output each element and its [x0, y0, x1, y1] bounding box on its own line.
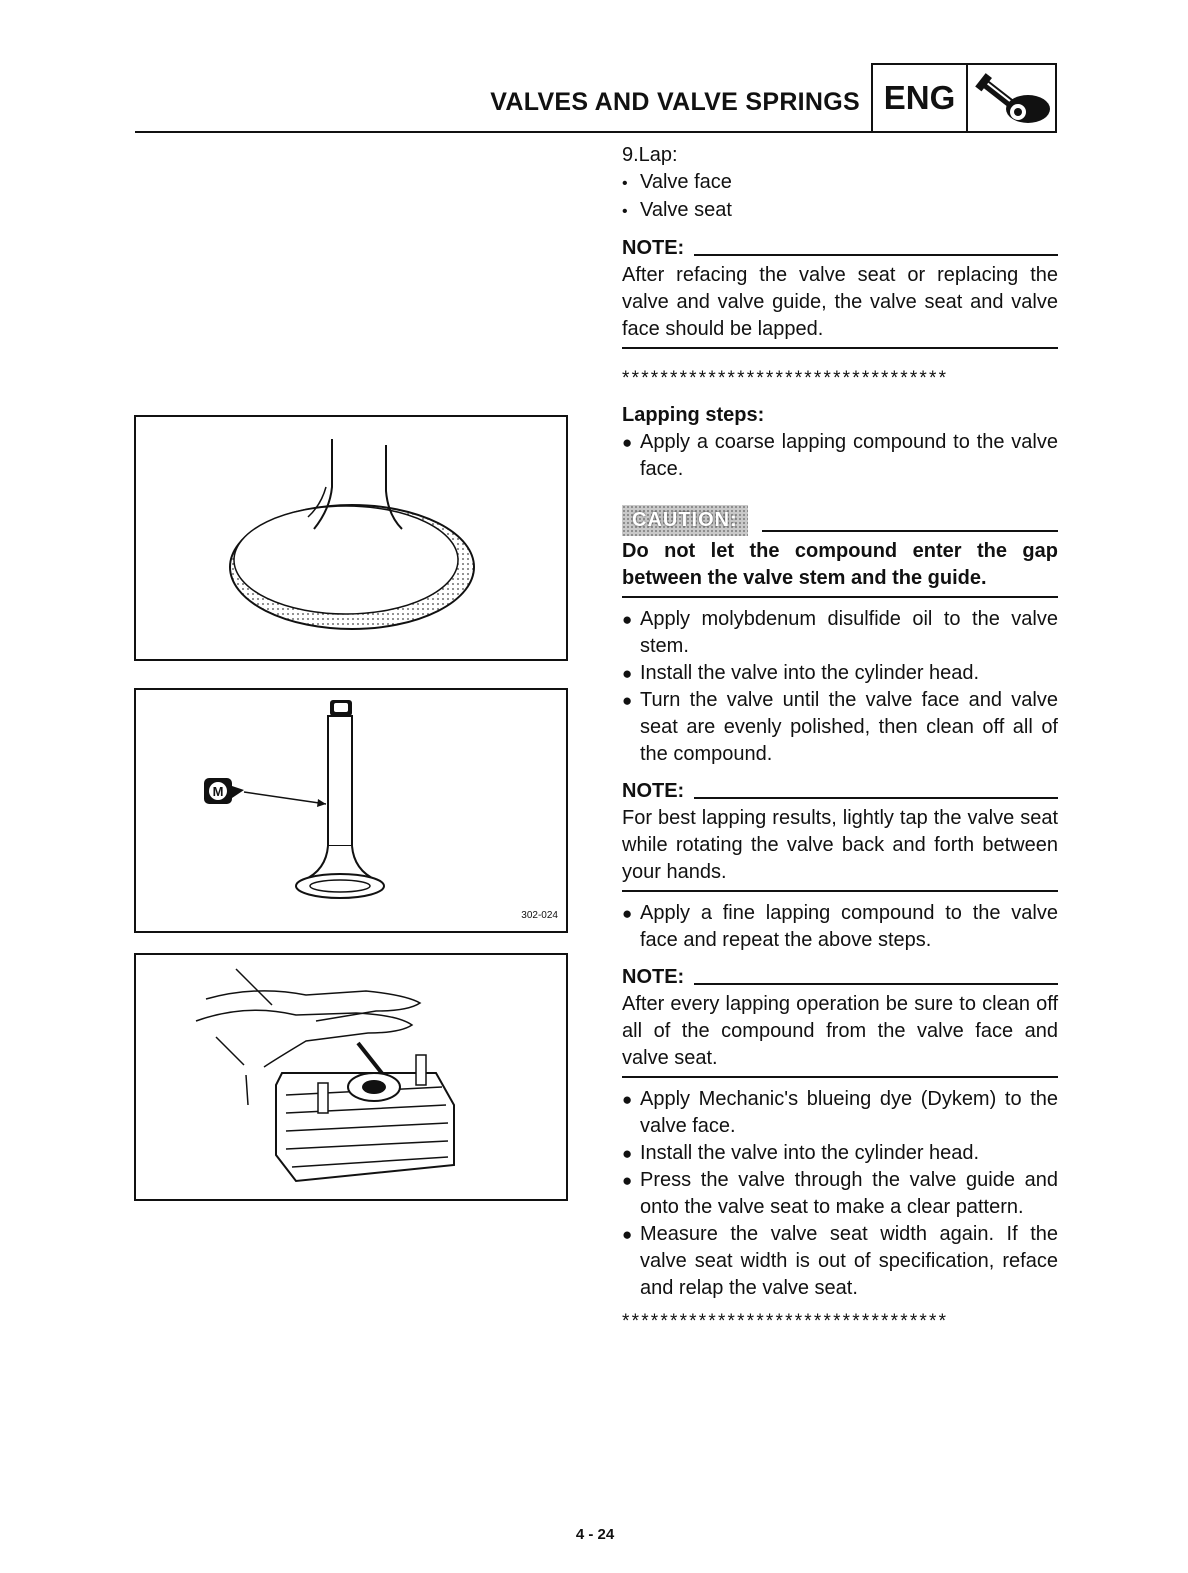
- lapping-heading: Lapping steps:: [622, 404, 765, 426]
- steps-end-stars: **********************************: [622, 1311, 949, 1332]
- note-end-rule: [622, 347, 1058, 349]
- figure-valve-face: [134, 415, 568, 661]
- note-heading: NOTE:: [622, 778, 1058, 805]
- figure-code: 302-024: [521, 910, 558, 921]
- note-text: After refacing the valve seat or replacing the valve and valve guide, the valve seat and valve face should be lapped.: [622, 264, 1058, 340]
- figure-hands-lapping: [134, 953, 568, 1201]
- moly-oil-marker: M: [212, 784, 224, 799]
- header-rule: [135, 131, 871, 133]
- figure-valve-oil: [134, 688, 568, 933]
- lapping-step: ● Install the valve into the cylinder head.: [622, 1140, 1058, 1167]
- section-label: ENG: [873, 65, 968, 131]
- valve-oil-illustration: [136, 690, 566, 931]
- page-number: 4 - 24: [575, 1526, 615, 1543]
- steps-start-stars: **********************************: [622, 368, 949, 389]
- lap-item: • Valve face: [622, 169, 1058, 197]
- section-badge: [871, 63, 1057, 133]
- step-heading: 9.Lap:: [622, 144, 678, 166]
- instructions-column: [622, 142, 1058, 1335]
- caution-label: CAUTION:: [622, 505, 748, 536]
- lapping-step: ● Apply Mechanic's blueing dye (Dykem) to the valve face.: [622, 1086, 1058, 1140]
- caution-text: Do not let the compound enter the gap between the valve stem and the guide.: [622, 540, 1058, 589]
- lapping-step: ● Apply a fine lapping compound to the valve face and repeat the above steps.: [622, 900, 1058, 954]
- hands-lapping-illustration: [136, 955, 566, 1199]
- note-end-rule: [622, 1076, 1058, 1078]
- note-heading: NOTE:: [622, 235, 1058, 262]
- lapping-step: ● Press the valve through the valve guide and onto the valve seat to make a clear pattern.: [622, 1167, 1058, 1221]
- note-text: For best lapping results, lightly tap the valve seat while rotating the valve back and forth between your hands.: [622, 807, 1058, 883]
- note-heading: NOTE:: [622, 964, 1058, 991]
- lapping-step: ● Install the valve into the cylinder head.: [622, 660, 1058, 687]
- note-text: After every lapping operation be sure to clean off all of the compound from the valve face and valve seat.: [622, 993, 1058, 1069]
- lapping-step: ● Measure the valve seat width again. If the valve seat width is out of specification, reface and relap the valve seat.: [622, 1221, 1058, 1302]
- valve-face-illustration: [136, 417, 566, 659]
- page-title: VALVES AND VALVE SPRINGS: [490, 88, 860, 116]
- lapping-step: ● Apply a coarse lapping compound to the valve face.: [622, 429, 1058, 483]
- lap-item: • Valve seat: [622, 197, 1058, 225]
- lapping-step: ● Apply molybdenum disulfide oil to the valve stem.: [622, 606, 1058, 660]
- lapping-step: ● Turn the valve until the valve face and valve seat are evenly polished, then clean off all of the compound.: [622, 687, 1058, 768]
- note-end-rule: [622, 890, 1058, 892]
- caution-end-rule: [622, 596, 1058, 598]
- caution-heading: [622, 505, 1058, 536]
- engine-wrench-icon: [970, 67, 1054, 129]
